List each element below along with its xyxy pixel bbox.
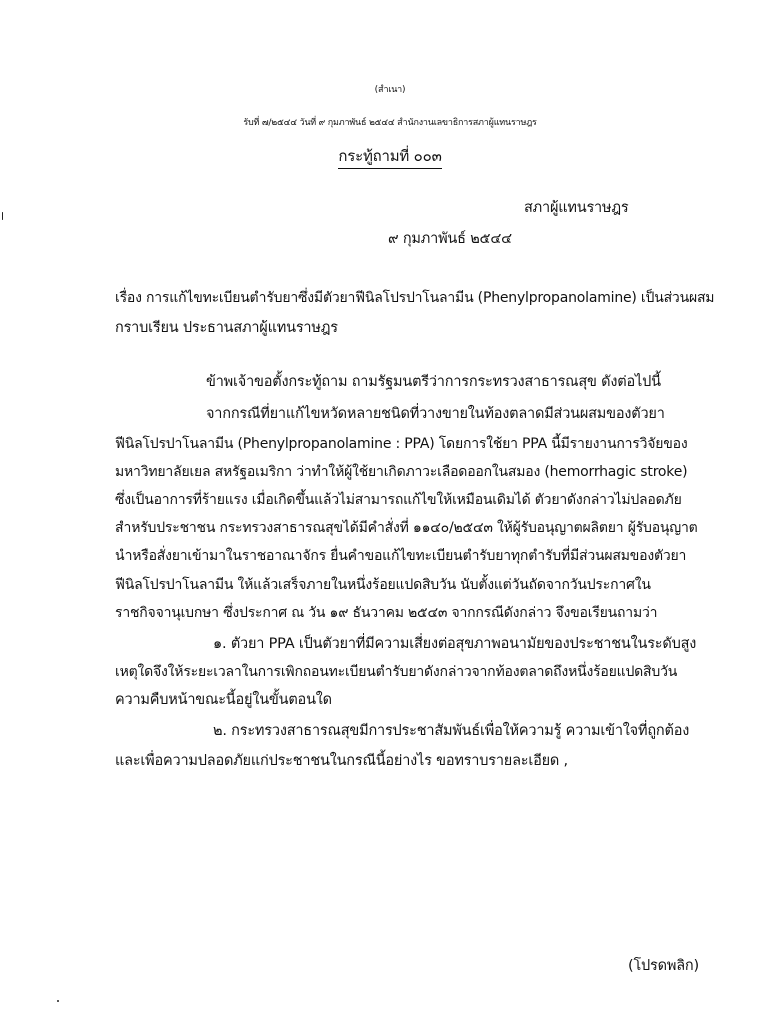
question-item-1-cont-1: เหตุใดจึงให้ระยะเวลาในการเพิกถอนทะเบียนตำรับยาดังกล่าวจากท้องตลาดถึงหนึ่งร้อยแปดสิบวัน bbox=[115, 664, 678, 680]
question-item-1: ๑. ตัวยา PPA เป็นตัวยาที่มีความเสี่ยงต่อสุขภาพอนามัยของประชาชนในระดับสูง bbox=[213, 636, 697, 652]
copy-label: (สำเนา) bbox=[374, 85, 406, 95]
turn-page-note: (โปรดพลิก) bbox=[628, 958, 699, 974]
question-number-text: กระทู้ถามที่ ๐๐๓ bbox=[338, 146, 441, 169]
body-line-3: ฟีนิลโปรปาโนลามีน (Phenylpropanolamine : PPA) โดยการใช้ยา PPA นี้มีรายงานการวิจัยของ bbox=[115, 436, 688, 452]
receipt-line: รับที่ ๗/๒๕๔๔ วันที่ ๙ กุมภาพันธ์ ๒๕๔๔ สำนักงานเลขาธิการสภาผู้แทนราษฎร bbox=[243, 118, 537, 128]
body-line-4: มหาวิทยาลัยเยล สหรัฐอเมริกา ว่าทำให้ผู้ใช้ยาเกิดภาวะเลือดออกในสมอง (hemorrhagic stroke) bbox=[115, 464, 688, 480]
question-item-1-cont-2: ความคืบหน้าขณะนี้อยู่ในขั้นตอนใด bbox=[115, 692, 332, 708]
body-line-1: ข้าพเจ้าขอตั้งกระทู้ถาม ถามรัฐมนตรีว่าการกระทรวงสาธารณสุข ดังต่อไปนี้ bbox=[206, 374, 661, 390]
question-item-2-cont: และเพื่อความปลอดภัยแก่ประชาชนในกรณีนี้อย่างไร ขอทราบรายละเอียด , bbox=[115, 753, 568, 769]
body-line-5: ซึ่งเป็นอาการที่ร้ายแรง เมื่อเกิดขึ้นแล้วไม่สามารถแก้ไขให้เหมือนเดิมได้ ตัวยาดังกล่าวไม่ปลอดภัย bbox=[115, 492, 682, 508]
body-line-8: ฟีนิลโปรปาโนลามีน ให้แล้วเสร็จภายในหนึ่งร้อยแปดสิบวัน นับตั้งแต่วันถัดจากวันประกาศใน bbox=[115, 577, 651, 593]
salutation-line: กราบเรียน ประธานสภาผู้แทนราษฎร bbox=[115, 320, 338, 336]
body-line-9: ราชกิจจานุเบกษา ซึ่งประกาศ ณ วัน ๑๙ ธันวาคม ๒๕๔๓ จากกรณีดังกล่าว จึงขอเรียนถามว่า bbox=[115, 605, 658, 621]
letter-date: ๙ กุมภาพันธ์ ๒๕๔๔ bbox=[388, 231, 512, 247]
scan-speck bbox=[57, 1000, 59, 1002]
question-item-2: ๒. กระทรวงสาธารณสุขมีการประชาสัมพันธ์เพื่อให้ความรู้ ความเข้าใจที่ถูกต้อง bbox=[213, 723, 690, 739]
sender-organization: สภาผู้แทนราษฎร bbox=[524, 200, 629, 216]
subject-line: เรื่อง การแก้ไขทะเบียนตำรับยาซึ่งมีตัวยาฟีนิลโปรปาโนลามีน (Phenylpropanolamine) เป็นส่วนผสม bbox=[115, 290, 715, 306]
question-number bbox=[0, 146, 780, 169]
scan-edge-mark bbox=[2, 212, 3, 220]
body-line-7: นำหรือสั่งยาเข้ามาในราชอาณาจักร ยื่นคำขอแก้ไขทะเบียนตำรับยาทุกตำรับที่มีส่วนผสมของตัวยา bbox=[115, 548, 687, 564]
body-line-6: สำหรับประชาชน กระทรวงสาธารณสุขได้มีคำสั่งที่ ๑๑๔๐/๒๕๔๓ ให้ผู้รับอนุญาตผลิตยา ผู้รับอนุญาต bbox=[115, 520, 698, 536]
body-line-2: จากกรณีที่ยาแก้ไขหวัดหลายชนิดที่วางขายในท้องตลาดมีส่วนผสมของตัวยา bbox=[206, 406, 665, 422]
